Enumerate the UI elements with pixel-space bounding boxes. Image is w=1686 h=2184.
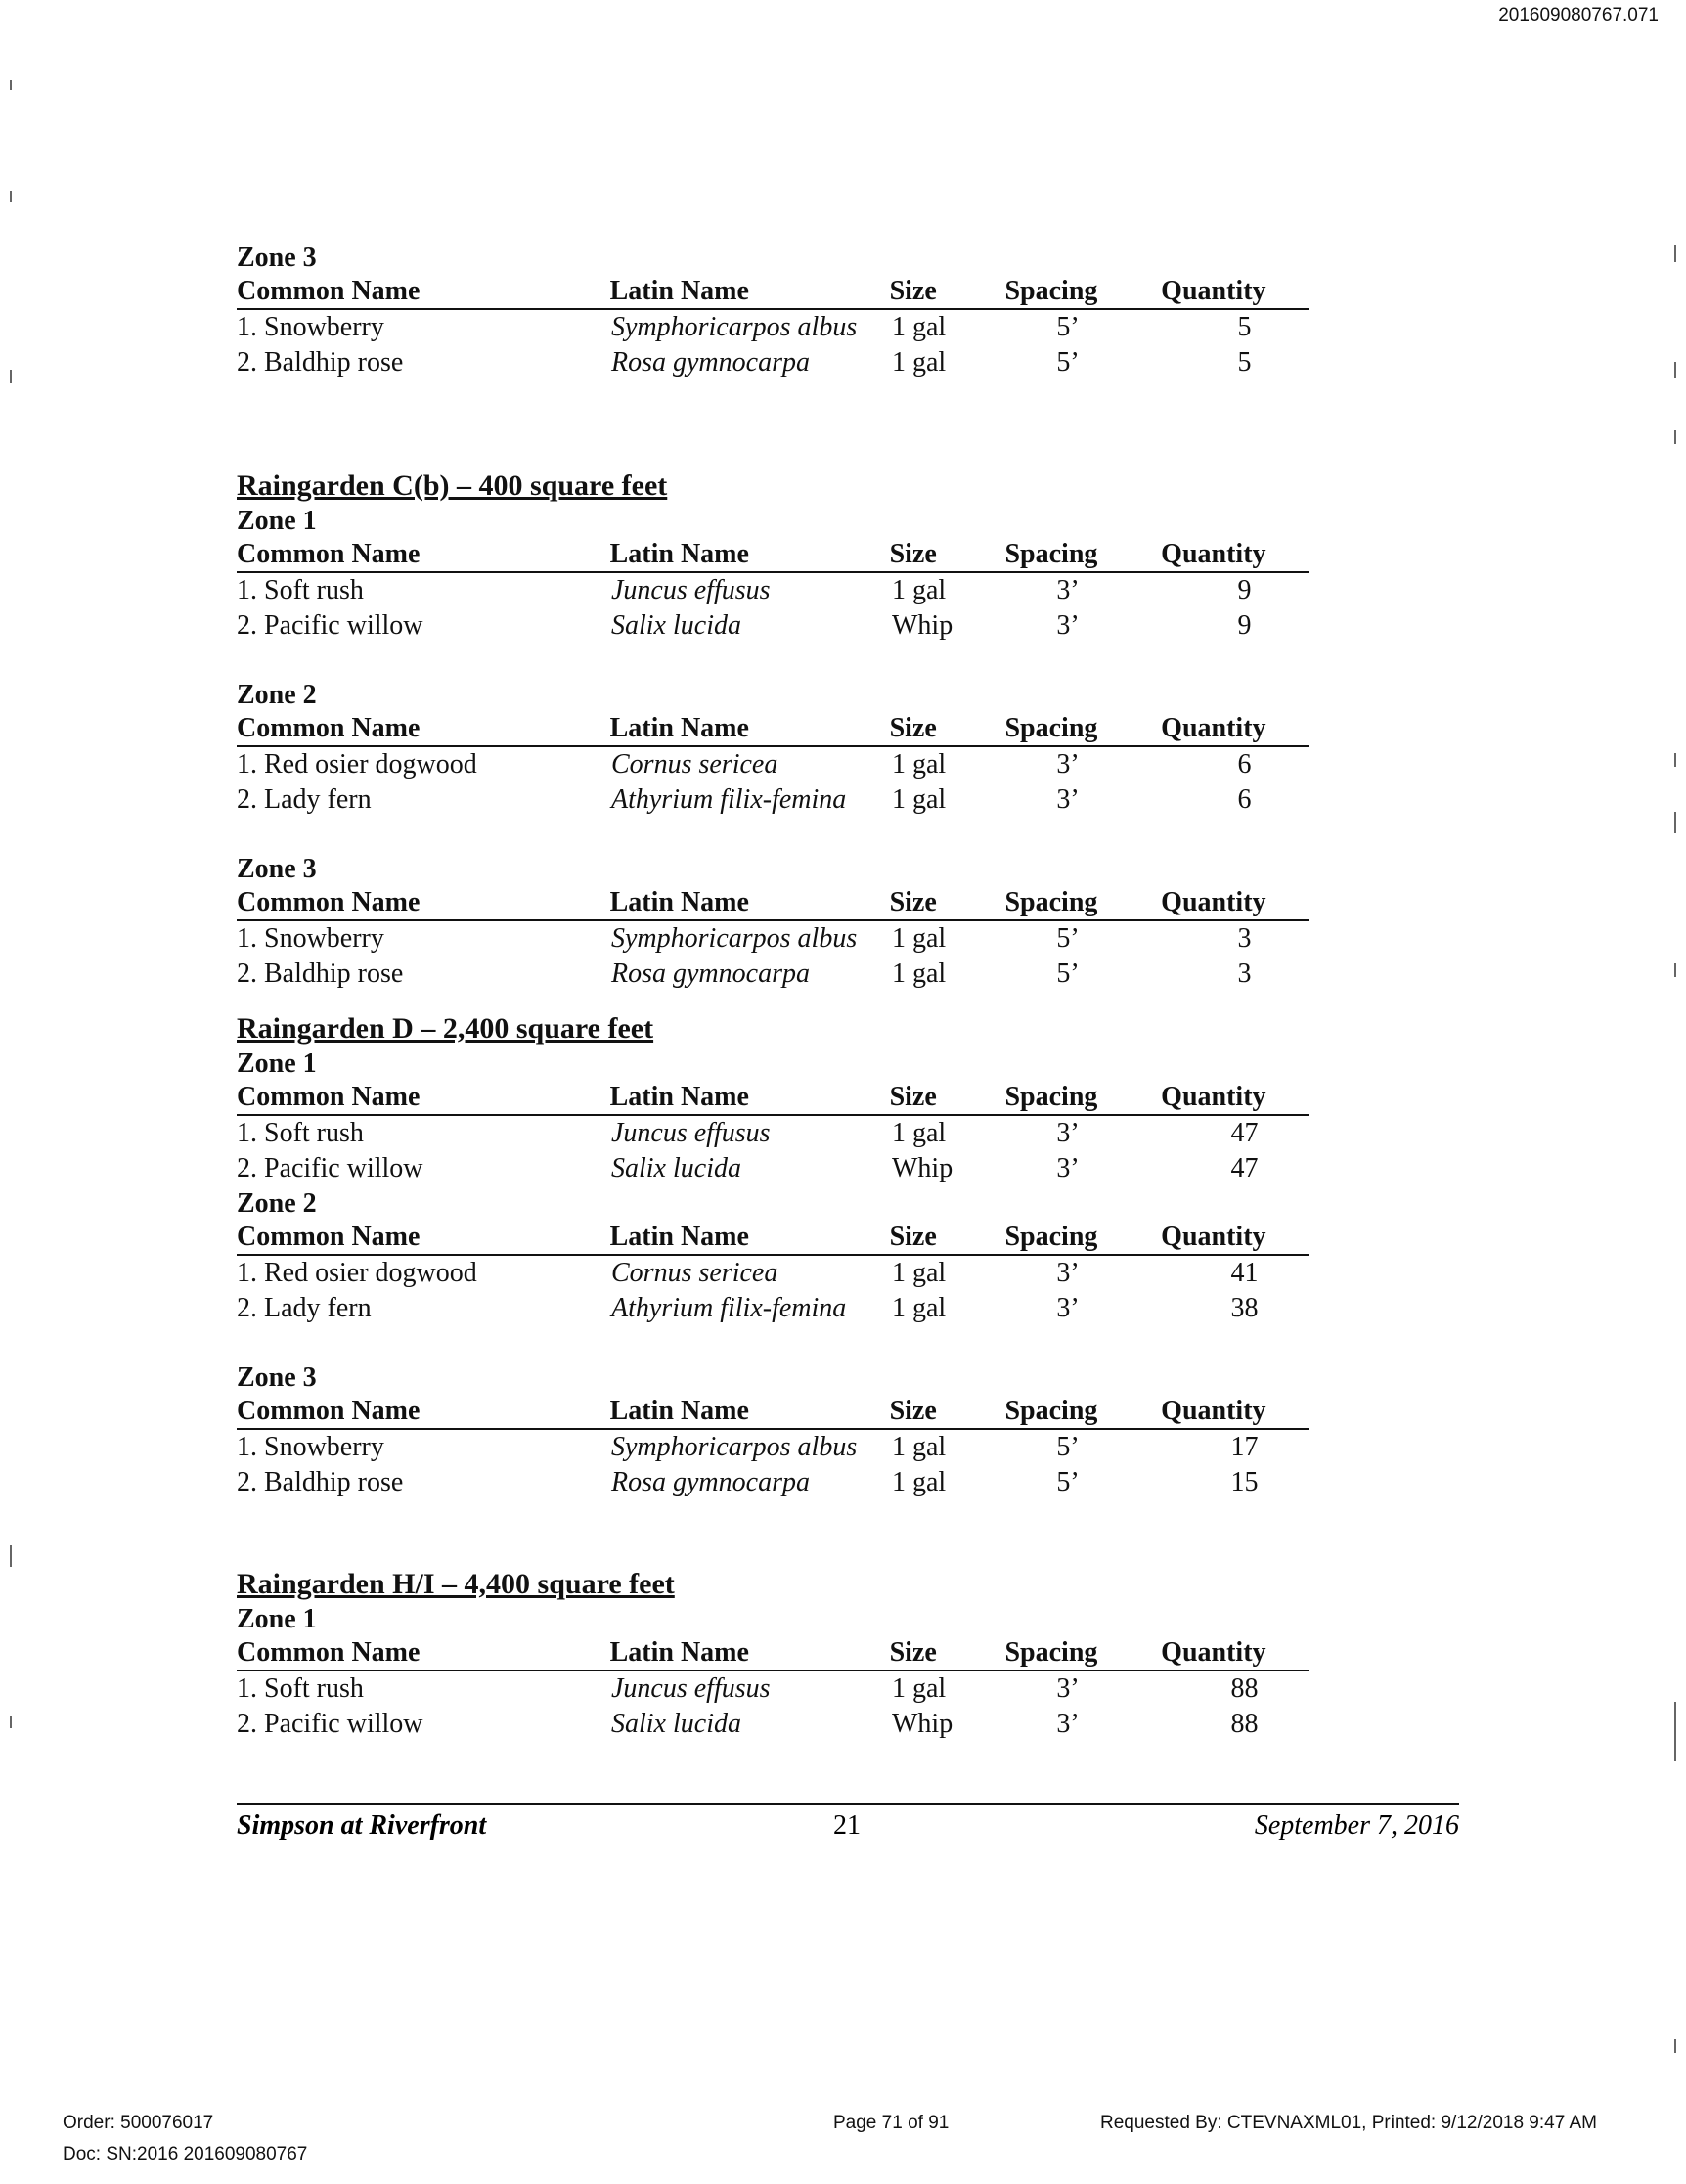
common-name-cell: 1. Snowberry bbox=[237, 923, 384, 954]
common-name-cell: 2. Pacific willow bbox=[237, 610, 423, 641]
header-quantity: Quantity bbox=[1161, 713, 1266, 743]
size-cell: Whip bbox=[892, 1153, 954, 1183]
header-common-name: Common Name bbox=[237, 539, 421, 569]
table-row bbox=[237, 1671, 1312, 1707]
zone-title: Zone 1 bbox=[237, 1048, 317, 1079]
latin-name-cell: Salix lucida bbox=[611, 610, 741, 641]
prior-zone-3-block bbox=[237, 241, 1312, 380]
order-number: Order: 500076017 bbox=[63, 2113, 214, 2133]
table-row bbox=[237, 782, 1312, 818]
table-row bbox=[237, 1151, 1312, 1186]
common-name-cell: 1. Red osier dogwood bbox=[237, 749, 477, 780]
header-size: Size bbox=[889, 1396, 937, 1426]
header-spacing: Spacing bbox=[1004, 713, 1098, 743]
table-header bbox=[237, 1636, 1309, 1671]
header-spacing: Spacing bbox=[1004, 1222, 1098, 1252]
scan-mark bbox=[1674, 2039, 1676, 2053]
latin-name-cell: Athyrium filix-femina bbox=[611, 1293, 847, 1323]
latin-name-cell: Symphoricarpos albus bbox=[611, 923, 858, 954]
latin-name-cell: Salix lucida bbox=[611, 1153, 741, 1183]
doc-number: Doc: SN:2016 201609080767 bbox=[63, 2144, 308, 2164]
header-spacing: Spacing bbox=[1004, 1396, 1098, 1426]
spacing-cell: 3’ bbox=[1056, 784, 1080, 815]
header-quantity: Quantity bbox=[1161, 276, 1266, 306]
latin-name-cell: Symphoricarpos albus bbox=[611, 312, 858, 342]
latin-name-cell: Cornus sericea bbox=[611, 1258, 778, 1288]
header-quantity: Quantity bbox=[1161, 1082, 1266, 1112]
latin-name-cell: Symphoricarpos albus bbox=[611, 1432, 858, 1462]
table-header bbox=[237, 275, 1309, 310]
table-row bbox=[237, 1707, 1312, 1742]
header-size: Size bbox=[889, 887, 937, 917]
table-row bbox=[237, 310, 1312, 345]
common-name-cell: 2. Lady fern bbox=[237, 784, 372, 815]
spacing-cell: 5’ bbox=[1056, 312, 1080, 342]
footer-date: September 7, 2016 bbox=[1254, 1810, 1459, 1841]
table-header bbox=[237, 1395, 1309, 1430]
raingarden-hi-section bbox=[237, 1567, 1312, 1742]
scan-mark bbox=[10, 1545, 12, 1567]
header-size: Size bbox=[889, 1082, 937, 1112]
latin-name-cell: Cornus sericea bbox=[611, 749, 778, 780]
quantity-cell: 15 bbox=[1230, 1467, 1259, 1497]
scan-mark bbox=[10, 370, 12, 383]
latin-name-cell: Athyrium filix-femina bbox=[611, 784, 847, 815]
table-row bbox=[237, 1465, 1312, 1500]
quantity-cell: 3 bbox=[1237, 958, 1252, 989]
size-cell: Whip bbox=[892, 610, 954, 641]
common-name-cell: 1. Soft rush bbox=[237, 575, 364, 605]
header-common-name: Common Name bbox=[237, 1396, 421, 1426]
quantity-cell: 17 bbox=[1230, 1432, 1259, 1462]
common-name-cell: 2. Pacific willow bbox=[237, 1709, 423, 1739]
common-name-cell: 2. Baldhip rose bbox=[237, 347, 404, 378]
raingarden-d-section bbox=[237, 1011, 1312, 1500]
quantity-cell: 88 bbox=[1230, 1673, 1259, 1704]
table-header bbox=[237, 886, 1309, 921]
size-cell: 1 gal bbox=[892, 1258, 947, 1288]
scan-mark bbox=[10, 191, 12, 202]
spacing-cell: 3’ bbox=[1056, 749, 1080, 780]
spacing-cell: 3’ bbox=[1056, 1118, 1080, 1148]
quantity-cell: 9 bbox=[1237, 610, 1252, 641]
header-common-name: Common Name bbox=[237, 1082, 421, 1112]
spacing-cell: 5’ bbox=[1056, 923, 1080, 954]
table-row bbox=[237, 1291, 1312, 1326]
quantity-cell: 88 bbox=[1230, 1709, 1259, 1739]
header-latin-name: Latin Name bbox=[609, 539, 749, 569]
spacing-cell: 3’ bbox=[1056, 1293, 1080, 1323]
common-name-cell: 1. Snowberry bbox=[237, 312, 384, 342]
quantity-cell: 3 bbox=[1237, 923, 1252, 954]
header-common-name: Common Name bbox=[237, 1222, 421, 1252]
table-header bbox=[237, 538, 1309, 573]
common-name-cell: 1. Soft rush bbox=[237, 1673, 364, 1704]
header-quantity: Quantity bbox=[1161, 1222, 1266, 1252]
quantity-cell: 47 bbox=[1230, 1153, 1259, 1183]
table-row bbox=[237, 573, 1312, 608]
size-cell: 1 gal bbox=[892, 1467, 947, 1497]
quantity-cell: 47 bbox=[1230, 1118, 1259, 1148]
latin-name-cell: Juncus effusus bbox=[611, 1673, 771, 1704]
common-name-cell: 2. Pacific willow bbox=[237, 1153, 423, 1183]
header-size: Size bbox=[889, 713, 937, 743]
section-title: Raingarden C(b) – 400 square feet bbox=[237, 469, 668, 502]
scan-mark bbox=[1674, 362, 1676, 378]
header-size: Size bbox=[889, 1222, 937, 1252]
header-size: Size bbox=[889, 276, 937, 306]
section-title: Raingarden H/I – 4,400 square feet bbox=[237, 1568, 675, 1600]
header-quantity: Quantity bbox=[1161, 887, 1266, 917]
header-quantity: Quantity bbox=[1161, 1396, 1266, 1426]
quantity-cell: 5 bbox=[1237, 312, 1252, 342]
zone-title: Zone 3 bbox=[237, 1362, 317, 1393]
quantity-cell: 6 bbox=[1237, 784, 1252, 815]
common-name-cell: 1. Red osier dogwood bbox=[237, 1258, 477, 1288]
table-row bbox=[237, 921, 1312, 957]
header-latin-name: Latin Name bbox=[609, 887, 749, 917]
table-header bbox=[237, 1081, 1309, 1116]
quantity-cell: 38 bbox=[1230, 1293, 1259, 1323]
zone-title: Zone 2 bbox=[237, 680, 317, 710]
latin-name-cell: Juncus effusus bbox=[611, 575, 771, 605]
header-spacing: Spacing bbox=[1004, 1082, 1098, 1112]
quantity-cell: 6 bbox=[1237, 749, 1252, 780]
header-latin-name: Latin Name bbox=[609, 1396, 749, 1426]
zone-title: Zone 3 bbox=[237, 243, 317, 273]
footer-page-number: 21 bbox=[833, 1810, 861, 1841]
spacing-cell: 3’ bbox=[1056, 610, 1080, 641]
size-cell: 1 gal bbox=[892, 1118, 947, 1148]
scan-mark bbox=[1674, 1702, 1676, 1761]
header-quantity: Quantity bbox=[1161, 539, 1266, 569]
latin-name-cell: Salix lucida bbox=[611, 1709, 741, 1739]
size-cell: 1 gal bbox=[892, 312, 947, 342]
size-cell: Whip bbox=[892, 1709, 954, 1739]
latin-name-cell: Rosa gymnocarpa bbox=[611, 1467, 810, 1497]
spacing-cell: 5’ bbox=[1056, 958, 1080, 989]
spacing-cell: 3’ bbox=[1056, 1673, 1080, 1704]
spacing-cell: 5’ bbox=[1056, 347, 1080, 378]
header-spacing: Spacing bbox=[1004, 539, 1098, 569]
header-common-name: Common Name bbox=[237, 887, 421, 917]
scan-mark bbox=[1674, 753, 1676, 767]
table-row bbox=[237, 957, 1312, 992]
zone-title: Zone 1 bbox=[237, 506, 317, 536]
common-name-cell: 1. Soft rush bbox=[237, 1118, 364, 1148]
size-cell: 1 gal bbox=[892, 749, 947, 780]
header-common-name: Common Name bbox=[237, 276, 421, 306]
zone-title: Zone 1 bbox=[237, 1604, 317, 1634]
table-row bbox=[237, 747, 1312, 782]
header-latin-name: Latin Name bbox=[609, 1222, 749, 1252]
common-name-cell: 2. Lady fern bbox=[237, 1293, 372, 1323]
page-footer bbox=[237, 1803, 1459, 1844]
document-content bbox=[237, 241, 1312, 1742]
header-spacing: Spacing bbox=[1004, 1637, 1098, 1668]
scan-mark bbox=[1674, 245, 1676, 262]
header-spacing: Spacing bbox=[1004, 887, 1098, 917]
quantity-cell: 9 bbox=[1237, 575, 1252, 605]
size-cell: 1 gal bbox=[892, 347, 947, 378]
spacing-cell: 3’ bbox=[1056, 1258, 1080, 1288]
zone-title: Zone 2 bbox=[237, 1188, 317, 1219]
header-latin-name: Latin Name bbox=[609, 276, 749, 306]
scan-mark bbox=[10, 1716, 12, 1728]
size-cell: 1 gal bbox=[892, 1432, 947, 1462]
size-cell: 1 gal bbox=[892, 784, 947, 815]
table-row bbox=[237, 1116, 1312, 1151]
size-cell: 1 gal bbox=[892, 575, 947, 605]
scan-mark bbox=[10, 80, 12, 90]
common-name-cell: 2. Baldhip rose bbox=[237, 958, 404, 989]
document-id: 201609080767.071 bbox=[1498, 5, 1659, 25]
header-quantity: Quantity bbox=[1161, 1637, 1266, 1668]
header-latin-name: Latin Name bbox=[609, 1082, 749, 1112]
header-common-name: Common Name bbox=[237, 713, 421, 743]
footer-project-name: Simpson at Riverfront bbox=[237, 1810, 487, 1841]
common-name-cell: 2. Baldhip rose bbox=[237, 1467, 404, 1497]
table-row bbox=[237, 345, 1312, 380]
spacing-cell: 3’ bbox=[1056, 1153, 1080, 1183]
page-count: Page 71 of 91 bbox=[833, 2113, 950, 2133]
scan-mark bbox=[1674, 430, 1676, 444]
latin-name-cell: Rosa gymnocarpa bbox=[611, 958, 810, 989]
table-header bbox=[237, 1221, 1309, 1256]
header-size: Size bbox=[889, 1637, 937, 1668]
quantity-cell: 5 bbox=[1237, 347, 1252, 378]
scan-mark bbox=[1674, 812, 1676, 833]
section-title: Raingarden D – 2,400 square feet bbox=[237, 1012, 654, 1045]
table-row bbox=[237, 1256, 1312, 1291]
spacing-cell: 5’ bbox=[1056, 1467, 1080, 1497]
latin-name-cell: Juncus effusus bbox=[611, 1118, 771, 1148]
zone-title: Zone 3 bbox=[237, 854, 317, 884]
requested-by: Requested By: CTEVNAXML01, Printed: 9/12/2018 9:47 AM bbox=[1100, 2113, 1598, 2133]
common-name-cell: 1. Snowberry bbox=[237, 1432, 384, 1462]
size-cell: 1 gal bbox=[892, 923, 947, 954]
size-cell: 1 gal bbox=[892, 958, 947, 989]
table-row bbox=[237, 1430, 1312, 1465]
header-latin-name: Latin Name bbox=[609, 713, 749, 743]
spacing-cell: 5’ bbox=[1056, 1432, 1080, 1462]
size-cell: 1 gal bbox=[892, 1673, 947, 1704]
scan-mark bbox=[1674, 963, 1676, 977]
header-spacing: Spacing bbox=[1004, 276, 1098, 306]
size-cell: 1 gal bbox=[892, 1293, 947, 1323]
header-common-name: Common Name bbox=[237, 1637, 421, 1668]
header-size: Size bbox=[889, 539, 937, 569]
latin-name-cell: Rosa gymnocarpa bbox=[611, 347, 810, 378]
raingarden-cb-section bbox=[237, 468, 1312, 992]
spacing-cell: 3’ bbox=[1056, 575, 1080, 605]
spacing-cell: 3’ bbox=[1056, 1709, 1080, 1739]
table-header bbox=[237, 712, 1309, 747]
header-latin-name: Latin Name bbox=[609, 1637, 749, 1668]
table-row bbox=[237, 608, 1312, 644]
quantity-cell: 41 bbox=[1230, 1258, 1259, 1288]
